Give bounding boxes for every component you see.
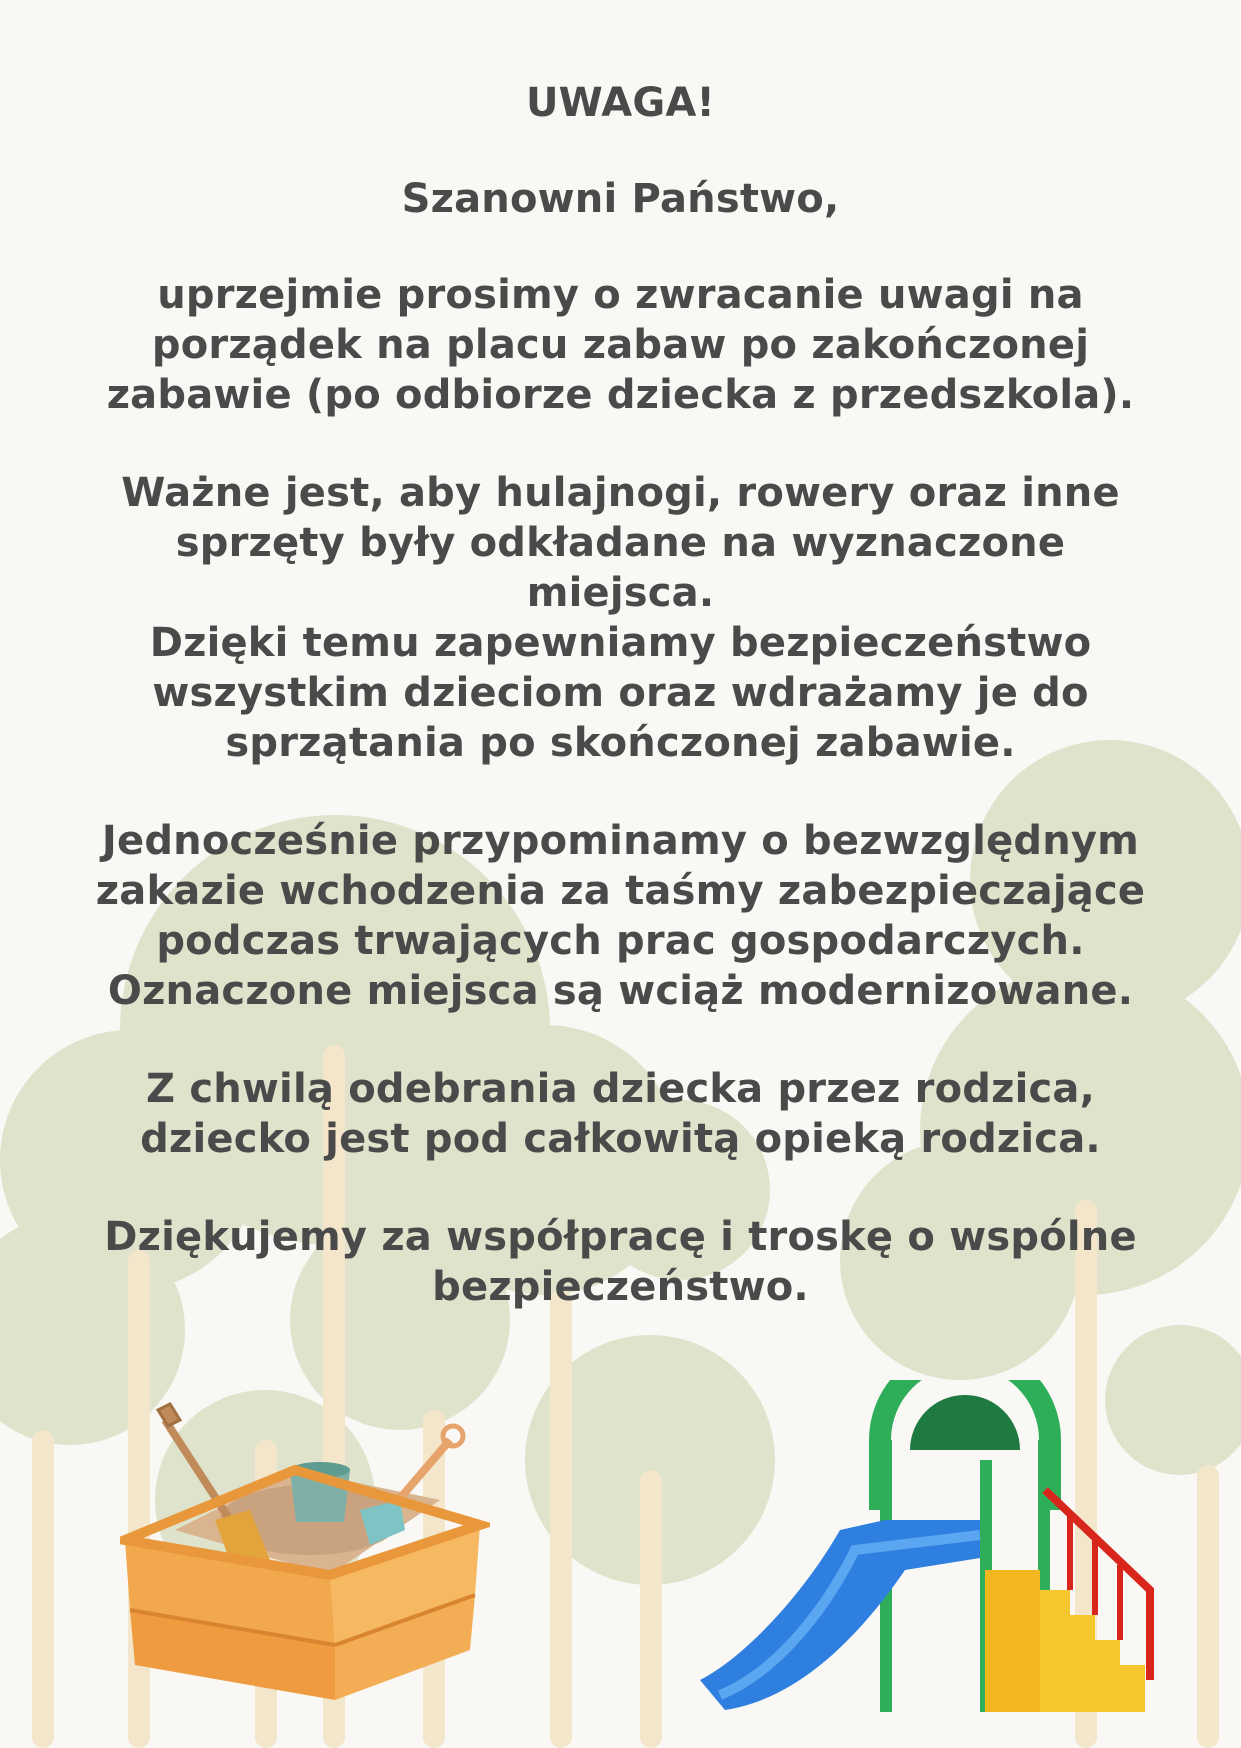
paragraph-equipment [60,468,1181,618]
text-line: porządek na placu zabaw po zakończonej [151,322,1090,368]
text-line: sprzątania po skończonej zabawie. [225,720,1016,766]
paragraph-thanks [60,1212,1181,1312]
paragraph-safety [60,618,1181,768]
text-line: podczas trwających prac gospodarczych. [156,918,1085,964]
text-line: bezpieczeństwo. [432,1264,809,1310]
text-line: uprzejmie prosimy o zwracanie uwagi na [157,272,1084,318]
text-line: Oznaczone miejsca są wciąż modernizowane. [107,968,1134,1014]
paragraph-cleanup [60,270,1181,420]
text-line: wszystkim dzieciom oraz wdrażamy je do [152,670,1089,716]
text-line: Dziękujemy za współpracę i troskę o wspólne [104,1214,1137,1260]
slide-icon [680,1380,1180,1720]
text-line: Ważne jest, aby hulajnogi, rowery oraz inne [121,470,1120,516]
paragraph-parent-care [60,1064,1181,1164]
text-line: sprzęty były odkładane na wyznaczone [175,520,1066,566]
text-line: Z chwilą odebrania dziecka przez rodzica, [145,1066,1095,1112]
text-line: zakazie wchodzenia za taśmy zabezpieczające [95,868,1146,914]
text-line: miejsca. [526,570,715,616]
notice-title: UWAGA! [526,80,715,126]
notice-text [60,78,1181,1360]
text-line: dziecko jest pod całkowitą opieką rodzica. [140,1116,1101,1162]
text-line: zabawie (po odbiorze dziecka z przedszkola). [106,372,1135,418]
sandbox-icon [120,1400,490,1710]
paragraph-tape-warning [60,816,1181,1016]
text-line: Jednocześnie przypominamy o bezwzględnym [101,818,1140,864]
text-line: Dzięki temu zapewniamy bezpieczeństwo [149,620,1092,666]
notice-greeting: Szanowni Państwo, [401,176,840,222]
